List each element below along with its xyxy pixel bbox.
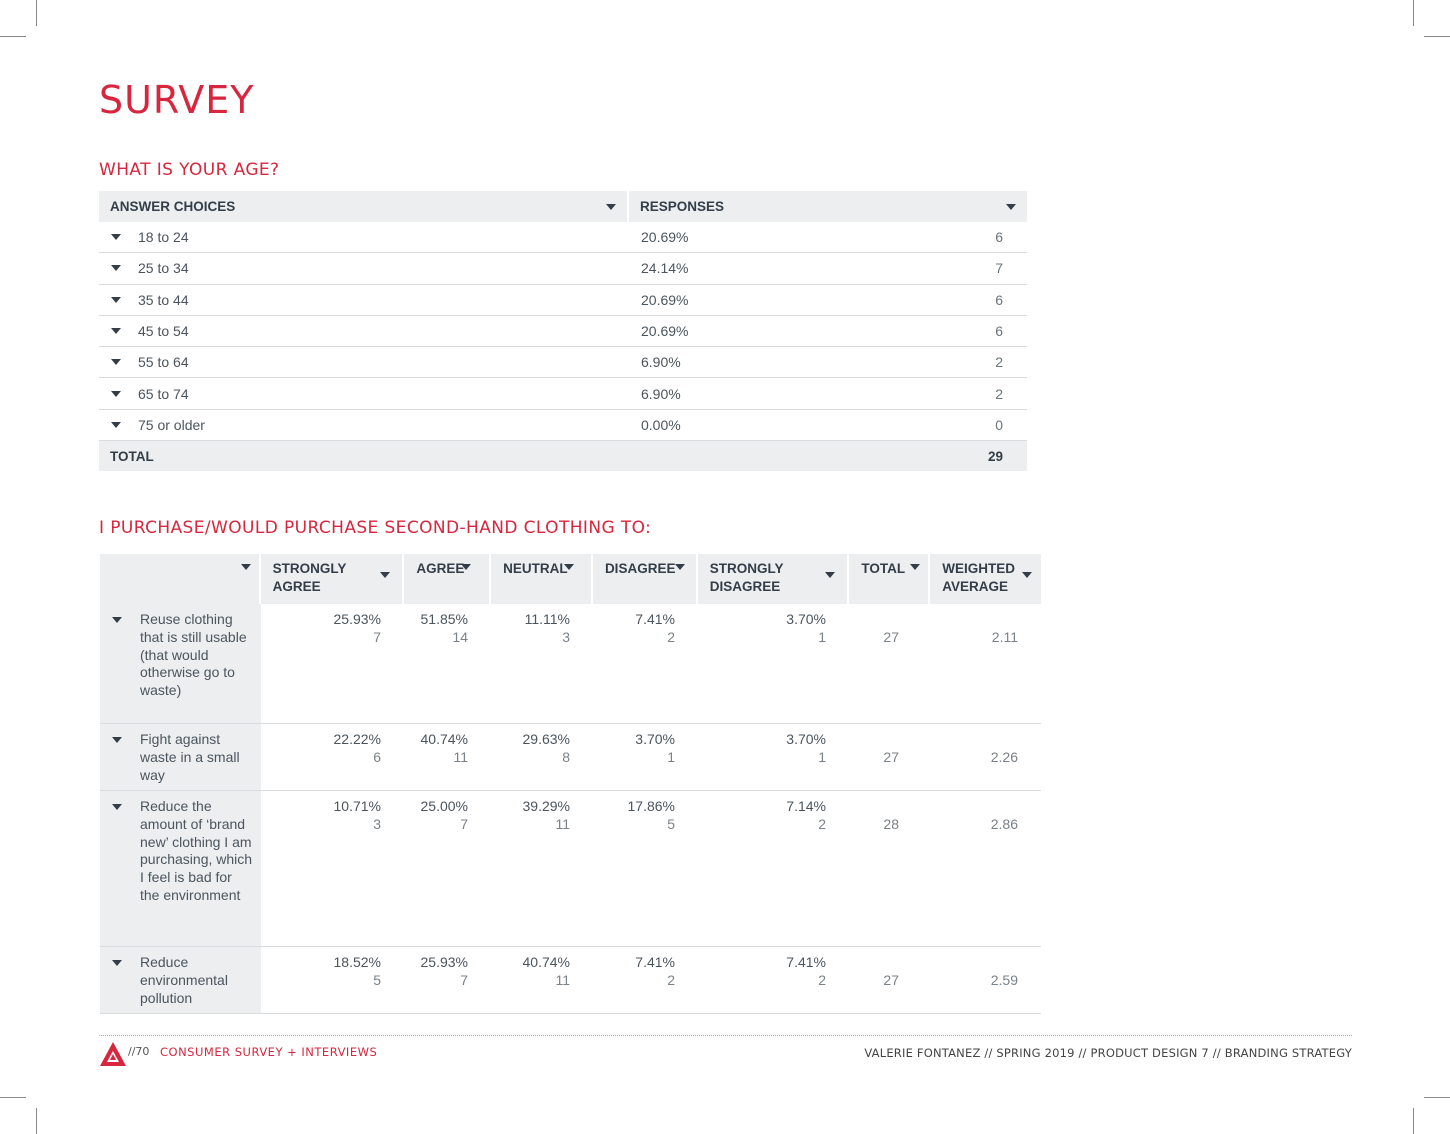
disagree-header[interactable] [593,554,696,604]
answer-choices-header[interactable] [99,191,627,222]
response-cell [468,947,570,1013]
crop-mark [1413,0,1414,26]
matrix-row [100,604,1041,724]
sort-caret-icon[interactable] [461,564,471,570]
weighted-average-cell [899,947,1018,1013]
crop-mark [0,36,26,37]
weighted-average-header[interactable] [930,554,1041,604]
cell-percent: 51.85% [420,611,468,627]
cell-percent: 25.93% [420,954,468,970]
agree-header[interactable] [404,554,489,604]
cell-count: 6 [373,748,381,765]
neutral-header[interactable] [491,554,591,604]
footer-credit: VALERIE FONTANEZ // SPRING 2019 // PRODUCT DESIGN 7 // BRANDING STRATEGY [864,1046,1352,1060]
cell-count: 5 [667,815,675,832]
weighted-average-cell [899,604,1018,723]
response-count: 7 [995,260,1003,277]
sort-caret-icon[interactable] [825,572,835,578]
cell-percent: 7.14% [786,798,826,814]
answer-choice-cell [99,229,629,245]
answer-choice-label: 45 to 54 [138,323,189,340]
weighted-average-cell [899,791,1018,946]
strongly-disagree-header[interactable] [698,554,848,604]
cell-percent: 40.74% [522,954,570,970]
expand-caret-icon[interactable] [111,265,121,271]
expand-caret-icon[interactable] [111,422,121,428]
answer-choice-label: 18 to 24 [138,229,189,246]
cell-count: 7 [373,628,381,645]
row-total: 27 [883,748,899,765]
cell-percent: 25.00% [420,798,468,814]
column-header-label: STRONGLY DISAGREE [709,561,784,594]
row-label: Reuse clothing that is still usable (that would otherwise go to waste) [140,611,247,699]
cell-count: 14 [452,628,468,645]
cell-percent: 3.70% [635,731,675,747]
answer-choice-label: 55 to 64 [138,354,189,371]
column-header-label: AGREE [416,561,465,576]
expand-caret-icon[interactable] [112,737,122,743]
sort-caret-icon[interactable] [606,204,616,210]
response-percent: 6.90% [641,385,681,402]
sort-caret-icon[interactable] [910,564,920,570]
answer-choice-label: 35 to 44 [138,291,189,308]
column-header-label: NEUTRAL [503,561,568,576]
cell-count: 7 [460,815,468,832]
responses-header[interactable] [629,191,1027,222]
column-header-label: STRONGLY AGREE [272,561,347,594]
row-total: 28 [883,815,899,832]
response-cell [675,791,826,946]
row-label-cell [100,947,261,1013]
age-total-row [99,441,1027,471]
answer-choice-label: 65 to 74 [138,385,189,402]
crop-mark [1424,1097,1450,1098]
cell-count: 1 [667,748,675,765]
cell-count: 3 [562,628,570,645]
response-cell [570,791,675,946]
response-cell [468,724,570,790]
crop-mark [0,1097,26,1098]
response-percent: 24.14% [641,260,689,277]
matrix-row [100,724,1041,791]
response-count: 2 [995,385,1003,402]
crop-mark [36,0,37,26]
row-label-cell [100,604,261,723]
response-count: 2 [995,354,1003,371]
response-cell [261,791,381,946]
response-percent: 20.69% [641,323,689,340]
answer-choice-cell [99,417,629,433]
sort-caret-icon[interactable] [675,564,685,570]
response-cell [468,604,570,723]
age-table-row [99,222,1027,253]
weighted-average: 2.11 [991,628,1018,645]
answer-choices-label: ANSWER CHOICES [110,199,236,214]
weighted-average: 2.86 [990,815,1018,832]
cell-percent: 22.22% [333,731,381,747]
crop-mark [36,1108,37,1134]
cell-count: 11 [453,748,468,765]
response-cell [261,604,381,723]
response-cell [381,947,468,1013]
response-cell [675,604,826,723]
responses-label: RESPONSES [640,199,725,214]
row-total-cell [826,791,899,946]
row-total-cell [826,724,899,790]
age-table-row [99,410,1027,441]
response-percent: 20.69% [641,229,689,246]
sort-caret-icon[interactable] [241,564,251,570]
cell-percent: 39.29% [522,798,570,814]
cell-count: 2 [667,628,675,645]
response-cell [468,791,570,946]
answer-choice-cell [99,386,629,402]
cell-percent: 10.71% [333,798,381,814]
age-table-row [99,347,1027,378]
crop-mark [1413,1108,1414,1134]
sort-caret-icon[interactable] [1022,572,1032,578]
total-label: TOTAL [110,448,154,464]
purchase-question-title: I PURCHASE/WOULD PURCHASE SECOND-HAND CLOTHING TO: [99,518,652,538]
matrix-header [100,554,1041,604]
row-total-cell [826,947,899,1013]
matrix-row [100,791,1041,947]
row-total: 27 [883,628,899,645]
column-header-label: TOTAL [861,561,906,576]
page-title: SURVEY [99,78,255,122]
cell-percent: 7.41% [786,954,826,970]
cell-percent: 40.74% [420,731,468,747]
expand-caret-icon[interactable] [111,297,121,303]
response-count: 6 [995,229,1003,246]
response-cell [381,791,468,946]
cell-count: 2 [667,971,675,988]
cell-count: 5 [373,971,381,988]
expand-caret-icon[interactable] [112,617,122,623]
total-header[interactable] [849,554,928,604]
expand-caret-icon[interactable] [111,234,121,240]
triangle-logo-icon [100,1042,126,1066]
answer-choice-cell [99,323,629,339]
response-percent: 20.69% [641,291,689,308]
response-cell [570,724,675,790]
response-count: 0 [995,416,1003,433]
row-label: Fight against waste in a small way [140,731,240,783]
response-percent: 0.00% [641,416,681,433]
response-percent: 6.90% [641,354,681,371]
sort-caret-icon[interactable] [380,572,390,578]
age-table-row [99,253,1027,284]
age-table-header [99,191,1027,222]
age-table-row [99,285,1027,316]
cell-percent: 3.70% [786,611,826,627]
cell-percent: 7.41% [635,611,675,627]
footer-divider [99,1035,1352,1036]
expand-caret-icon[interactable] [111,391,121,397]
response-cell [381,604,468,723]
cell-percent: 3.70% [786,731,826,747]
column-header-label: WEIGHTED AVERAGE [942,561,1015,594]
cell-count: 11 [555,815,570,832]
cell-count: 1 [818,748,826,765]
row-label-cell [100,724,261,790]
cell-percent: 17.86% [627,798,675,814]
row-total-cell [826,604,899,723]
row-label-header[interactable] [100,554,259,604]
footer-page-number: //70 [128,1045,150,1058]
matrix-row [100,947,1041,1014]
cell-count: 3 [373,815,381,832]
response-cell [570,947,675,1013]
total-value: 29 [987,448,1003,464]
age-table-row [99,378,1027,409]
row-total: 27 [883,971,899,988]
response-count: 6 [995,291,1003,308]
cell-percent: 29.63% [522,731,570,747]
purchase-matrix-table [100,554,1041,1014]
expand-caret-icon[interactable] [111,328,121,334]
cell-count: 8 [562,748,570,765]
answer-choice-cell [99,260,629,276]
answer-choice-label: 75 or older [138,416,205,433]
cell-count: 1 [818,628,826,645]
age-table [99,191,1027,471]
cell-count: 7 [460,971,468,988]
response-cell [381,724,468,790]
response-cell [570,604,675,723]
weighted-average: 2.59 [990,971,1018,988]
answer-choice-cell [99,354,629,370]
age-question-title: WHAT IS YOUR AGE? [99,160,280,180]
row-label-cell [100,791,261,946]
response-cell [675,947,826,1013]
response-count: 6 [995,323,1003,340]
row-label: Reduce the amount of ‘brand new’ clothing I am purchasing, which I feel is bad for the environment [140,798,253,903]
weighted-average-cell [899,724,1018,790]
age-table-row [99,316,1027,347]
sort-caret-icon[interactable] [564,564,574,570]
cell-count: 11 [555,971,570,988]
cell-count: 2 [818,971,826,988]
answer-choice-label: 25 to 34 [138,260,189,277]
column-header-label: DISAGREE [604,561,676,576]
expand-caret-icon[interactable] [111,359,121,365]
response-cell [261,947,381,1013]
cell-count: 2 [818,815,826,832]
cell-percent: 11.11% [524,611,570,627]
weighted-average: 2.26 [990,748,1018,765]
response-cell [675,724,826,790]
expand-caret-icon[interactable] [112,960,122,966]
cell-percent: 25.93% [333,611,381,627]
response-cell [261,724,381,790]
footer-section-title: CONSUMER SURVEY + INTERVIEWS [160,1045,378,1059]
row-label: Reduce environmental pollution [140,954,228,1006]
answer-choice-cell [99,292,629,308]
expand-caret-icon[interactable] [112,804,122,810]
sort-caret-icon[interactable] [1006,204,1016,210]
cell-percent: 7.41% [635,954,675,970]
strongly-agree-header[interactable] [261,554,403,604]
cell-percent: 18.52% [333,954,381,970]
crop-mark [1424,36,1450,37]
